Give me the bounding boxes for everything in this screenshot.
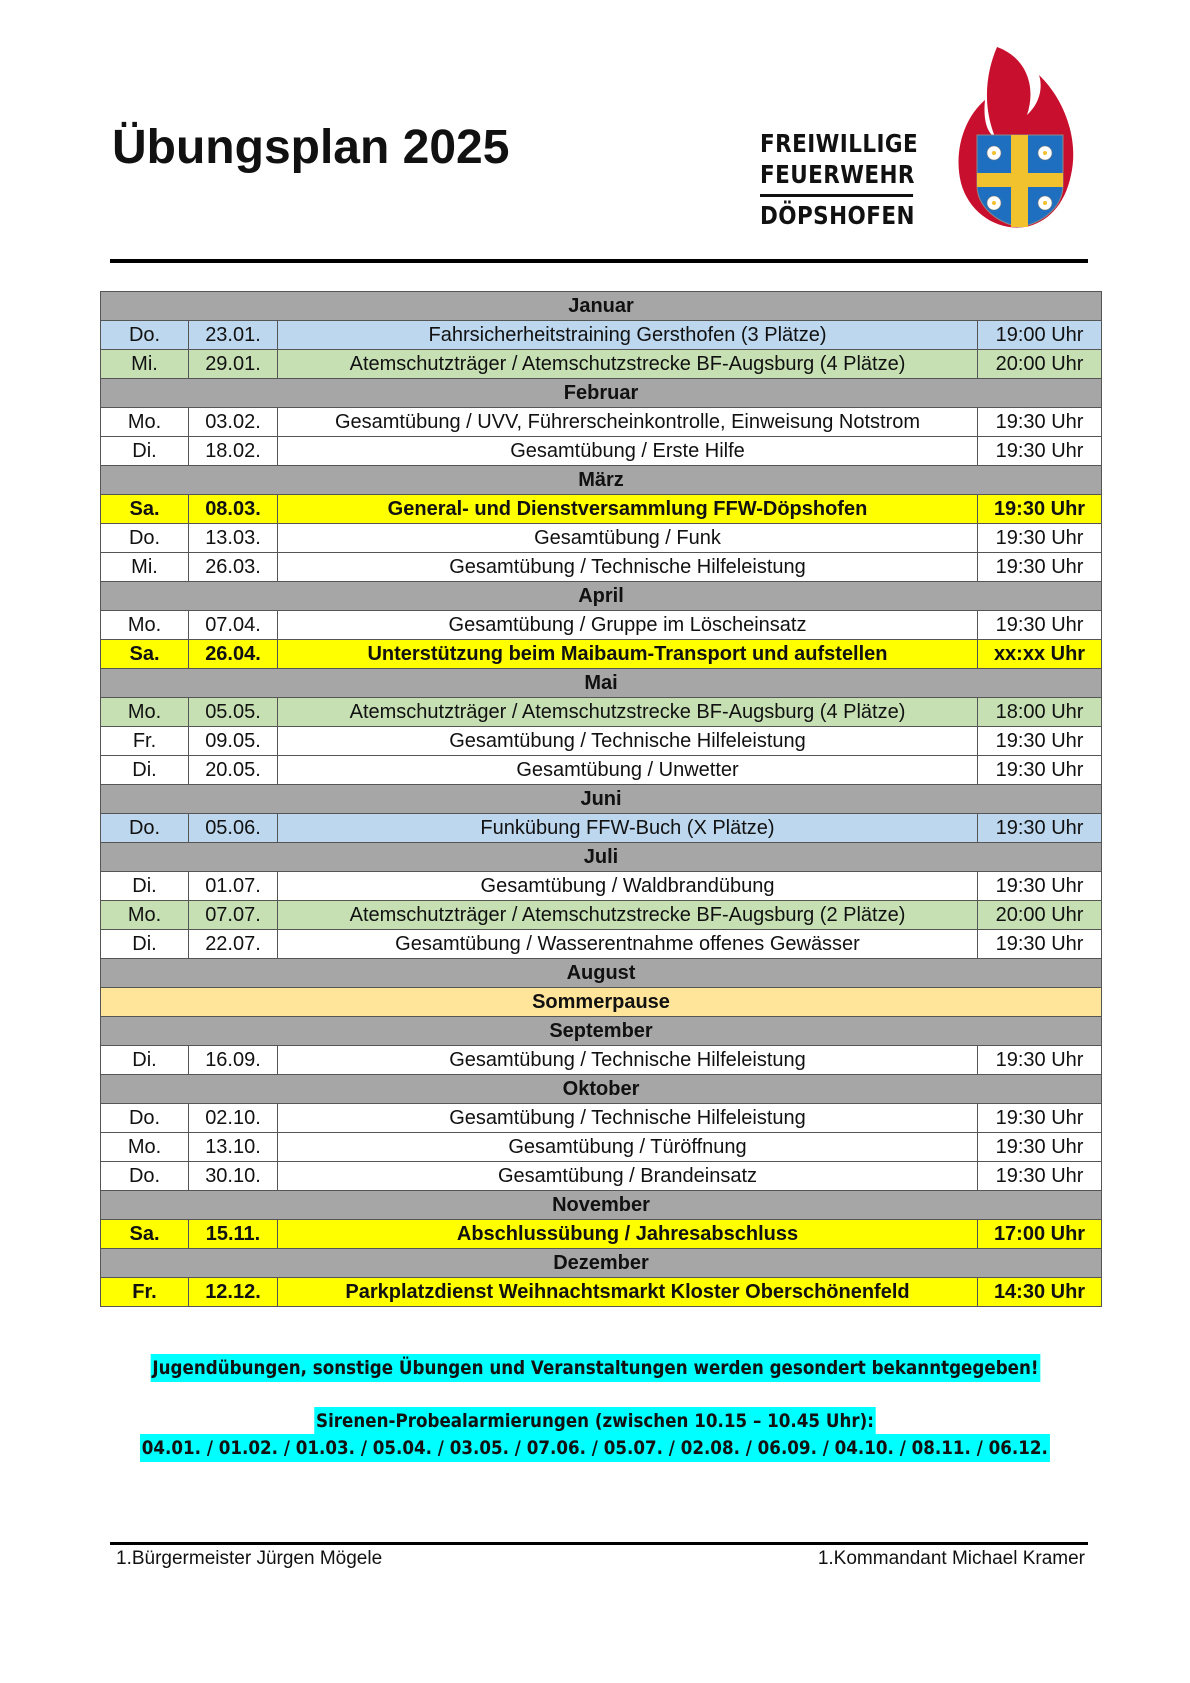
schedule-row: [101, 727, 1102, 756]
month-label: April: [101, 582, 1102, 611]
time-cell: 19:30 Uhr: [978, 495, 1102, 524]
month-header-row: [101, 843, 1102, 872]
schedule-row: [101, 495, 1102, 524]
summer-break-label: Sommerpause: [101, 988, 1102, 1017]
date-cell: 09.05.: [189, 727, 278, 756]
siren-test-title: [0, 1407, 1190, 1435]
weekday-cell: Do.: [101, 524, 189, 553]
date-cell: 03.02.: [189, 408, 278, 437]
weekday-cell: Mi.: [101, 553, 189, 582]
date-cell: 07.07.: [189, 901, 278, 930]
weekday-cell: Fr.: [101, 727, 189, 756]
event-cell: Unterstützung beim Maibaum-Transport und aufstellen: [278, 640, 978, 669]
weekday-cell: Sa.: [101, 1220, 189, 1249]
siren-test-title-text: Sirenen-Probealarmierungen (zwischen 10.15 – 10.45 Uhr):: [314, 1407, 875, 1435]
event-cell: Gesamtübung / Technische Hilfeleistung: [278, 553, 978, 582]
training-schedule-table: [100, 291, 1102, 1307]
wordmark-divider: [760, 194, 913, 197]
date-cell: 07.04.: [189, 611, 278, 640]
time-cell: 19:30 Uhr: [978, 1162, 1102, 1191]
weekday-cell: Fr.: [101, 1278, 189, 1307]
event-cell: Funkübung FFW-Buch (X Plätze): [278, 814, 978, 843]
date-cell: 05.06.: [189, 814, 278, 843]
event-cell: Gesamtübung / Türöffnung: [278, 1133, 978, 1162]
siren-test-dates-text: 04.01. / 01.02. / 01.03. / 05.04. / 03.05. / 07.06. / 05.07. / 02.08. / 06.09. / 04.10. / 08.11. / 06.12.: [140, 1434, 1050, 1462]
month-header-row: [101, 959, 1102, 988]
schedule-row: [101, 756, 1102, 785]
date-cell: 01.07.: [189, 872, 278, 901]
time-cell: 19:30 Uhr: [978, 756, 1102, 785]
date-cell: 12.12.: [189, 1278, 278, 1307]
weekday-cell: Mi.: [101, 350, 189, 379]
date-cell: 20.05.: [189, 756, 278, 785]
weekday-cell: Mo.: [101, 408, 189, 437]
schedule-row: [101, 437, 1102, 466]
month-label: September: [101, 1017, 1102, 1046]
page-title: Übungsplan 2025: [112, 121, 510, 174]
mayor-signature: 1.Bürgermeister Jürgen Mögele: [116, 1548, 383, 1569]
schedule-row: [101, 1220, 1102, 1249]
month-label: Juni: [101, 785, 1102, 814]
date-cell: 22.07.: [189, 930, 278, 959]
header-divider: [110, 259, 1088, 263]
weekday-cell: Di.: [101, 872, 189, 901]
time-cell: 19:30 Uhr: [978, 872, 1102, 901]
date-cell: 30.10.: [189, 1162, 278, 1191]
date-cell: 15.11.: [189, 1220, 278, 1249]
summer-break-row: [101, 988, 1102, 1017]
weekday-cell: Sa.: [101, 640, 189, 669]
event-cell: Atemschutzträger / Atemschutzstrecke BF-Augsburg (4 Plätze): [278, 350, 978, 379]
month-label: August: [101, 959, 1102, 988]
schedule-row: [101, 901, 1102, 930]
date-cell: 13.10.: [189, 1133, 278, 1162]
schedule-row: [101, 408, 1102, 437]
month-label: November: [101, 1191, 1102, 1220]
event-cell: Gesamtübung / Wasserentnahme offenes Gewässer: [278, 930, 978, 959]
schedule-row: [101, 1162, 1102, 1191]
time-cell: 19:30 Uhr: [978, 408, 1102, 437]
weekday-cell: Mo.: [101, 901, 189, 930]
date-cell: 02.10.: [189, 1104, 278, 1133]
weekday-cell: Mo.: [101, 611, 189, 640]
announcement-note: [0, 1354, 1190, 1382]
weekday-cell: Do.: [101, 1162, 189, 1191]
schedule-row: [101, 872, 1102, 901]
month-label: März: [101, 466, 1102, 495]
schedule-row: [101, 350, 1102, 379]
date-cell: 16.09.: [189, 1046, 278, 1075]
schedule-row: [101, 1104, 1102, 1133]
fire-flame-coat-of-arms-icon: [955, 45, 1080, 230]
month-label: Oktober: [101, 1075, 1102, 1104]
commander-signature: 1.Kommandant Michael Kramer: [817, 1548, 1085, 1569]
time-cell: 19:30 Uhr: [978, 727, 1102, 756]
time-cell: 19:30 Uhr: [978, 524, 1102, 553]
date-cell: 18.02.: [189, 437, 278, 466]
date-cell: 13.03.: [189, 524, 278, 553]
time-cell: 19:30 Uhr: [978, 611, 1102, 640]
month-header-row: [101, 1075, 1102, 1104]
month-label: Januar: [101, 292, 1102, 321]
weekday-cell: Di.: [101, 756, 189, 785]
time-cell: 19:30 Uhr: [978, 1104, 1102, 1133]
month-header-row: [101, 785, 1102, 814]
month-label: Februar: [101, 379, 1102, 408]
event-cell: General- und Dienstversammlung FFW-Döpshofen: [278, 495, 978, 524]
event-cell: Gesamtübung / Funk: [278, 524, 978, 553]
month-header-row: [101, 379, 1102, 408]
weekday-cell: Mo.: [101, 1133, 189, 1162]
time-cell: 19:30 Uhr: [978, 1133, 1102, 1162]
fire-department-wordmark: [760, 128, 919, 231]
event-cell: Atemschutzträger / Atemschutzstrecke BF-Augsburg (2 Plätze): [278, 901, 978, 930]
schedule-row: [101, 814, 1102, 843]
wordmark-line-2: FEUERWEHR: [760, 160, 915, 189]
event-cell: Gesamtübung / Unwetter: [278, 756, 978, 785]
schedule-row: [101, 698, 1102, 727]
weekday-cell: Sa.: [101, 495, 189, 524]
event-cell: Gesamtübung / Technische Hilfeleistung: [278, 1046, 978, 1075]
shield-cross-horizontal: [977, 173, 1063, 187]
weekday-cell: Di.: [101, 437, 189, 466]
schedule-row: [101, 640, 1102, 669]
schedule-row: [101, 524, 1102, 553]
month-label: Dezember: [101, 1249, 1102, 1278]
schedule-row: [101, 1046, 1102, 1075]
event-cell: Parkplatzdienst Weihnachtsmarkt Kloster Oberschönenfeld: [278, 1278, 978, 1307]
weekday-cell: Do.: [101, 1104, 189, 1133]
siren-test-dates: [0, 1434, 1190, 1462]
event-cell: Gesamtübung / Gruppe im Löscheinsatz: [278, 611, 978, 640]
signature-divider: [110, 1542, 1088, 1545]
event-cell: Gesamtübung / Technische Hilfeleistung: [278, 727, 978, 756]
time-cell: 17:00 Uhr: [978, 1220, 1102, 1249]
event-cell: Fahrsicherheitstraining Gersthofen (3 Plätze): [278, 321, 978, 350]
weekday-cell: Di.: [101, 1046, 189, 1075]
weekday-cell: Do.: [101, 321, 189, 350]
time-cell: 19:30 Uhr: [978, 930, 1102, 959]
event-cell: Gesamtübung / Technische Hilfeleistung: [278, 1104, 978, 1133]
time-cell: 19:30 Uhr: [978, 553, 1102, 582]
month-header-row: [101, 1249, 1102, 1278]
event-cell: Gesamtübung / Waldbrandübung: [278, 872, 978, 901]
date-cell: 23.01.: [189, 321, 278, 350]
month-header-row: [101, 1191, 1102, 1220]
month-header-row: [101, 466, 1102, 495]
month-header-row: [101, 1017, 1102, 1046]
schedule-row: [101, 1133, 1102, 1162]
event-cell: Atemschutzträger / Atemschutzstrecke BF-Augsburg (4 Plätze): [278, 698, 978, 727]
event-cell: Gesamtübung / Brandeinsatz: [278, 1162, 978, 1191]
time-cell: xx:xx Uhr: [978, 640, 1102, 669]
wordmark-line-1: FREIWILLIGE: [760, 129, 919, 158]
time-cell: 14:30 Uhr: [978, 1278, 1102, 1307]
event-cell: Gesamtübung / Erste Hilfe: [278, 437, 978, 466]
date-cell: 08.03.: [189, 495, 278, 524]
date-cell: 26.03.: [189, 553, 278, 582]
time-cell: 19:30 Uhr: [978, 814, 1102, 843]
month-header-row: [101, 292, 1102, 321]
schedule-row: [101, 1278, 1102, 1307]
date-cell: 29.01.: [189, 350, 278, 379]
time-cell: 20:00 Uhr: [978, 901, 1102, 930]
time-cell: 18:00 Uhr: [978, 698, 1102, 727]
time-cell: 19:30 Uhr: [978, 437, 1102, 466]
schedule-row: [101, 321, 1102, 350]
month-label: Juli: [101, 843, 1102, 872]
time-cell: 19:00 Uhr: [978, 321, 1102, 350]
event-cell: Gesamtübung / UVV, Führerscheinkontrolle, Einweisung Notstrom: [278, 408, 978, 437]
schedule-row: [101, 930, 1102, 959]
month-header-row: [101, 582, 1102, 611]
schedule-row: [101, 553, 1102, 582]
date-cell: 05.05.: [189, 698, 278, 727]
month-label: Mai: [101, 669, 1102, 698]
schedule-row: [101, 611, 1102, 640]
event-cell: Abschlussübung / Jahresabschluss: [278, 1220, 978, 1249]
date-cell: 26.04.: [189, 640, 278, 669]
weekday-cell: Di.: [101, 930, 189, 959]
weekday-cell: Mo.: [101, 698, 189, 727]
weekday-cell: Do.: [101, 814, 189, 843]
announcement-text: Jugendübungen, sonstige Übungen und Veranstaltungen werden gesondert bekanntgegeben!: [150, 1354, 1040, 1382]
wordmark-line-3: DÖPSHOFEN: [760, 201, 915, 230]
time-cell: 20:00 Uhr: [978, 350, 1102, 379]
time-cell: 19:30 Uhr: [978, 1046, 1102, 1075]
month-header-row: [101, 669, 1102, 698]
